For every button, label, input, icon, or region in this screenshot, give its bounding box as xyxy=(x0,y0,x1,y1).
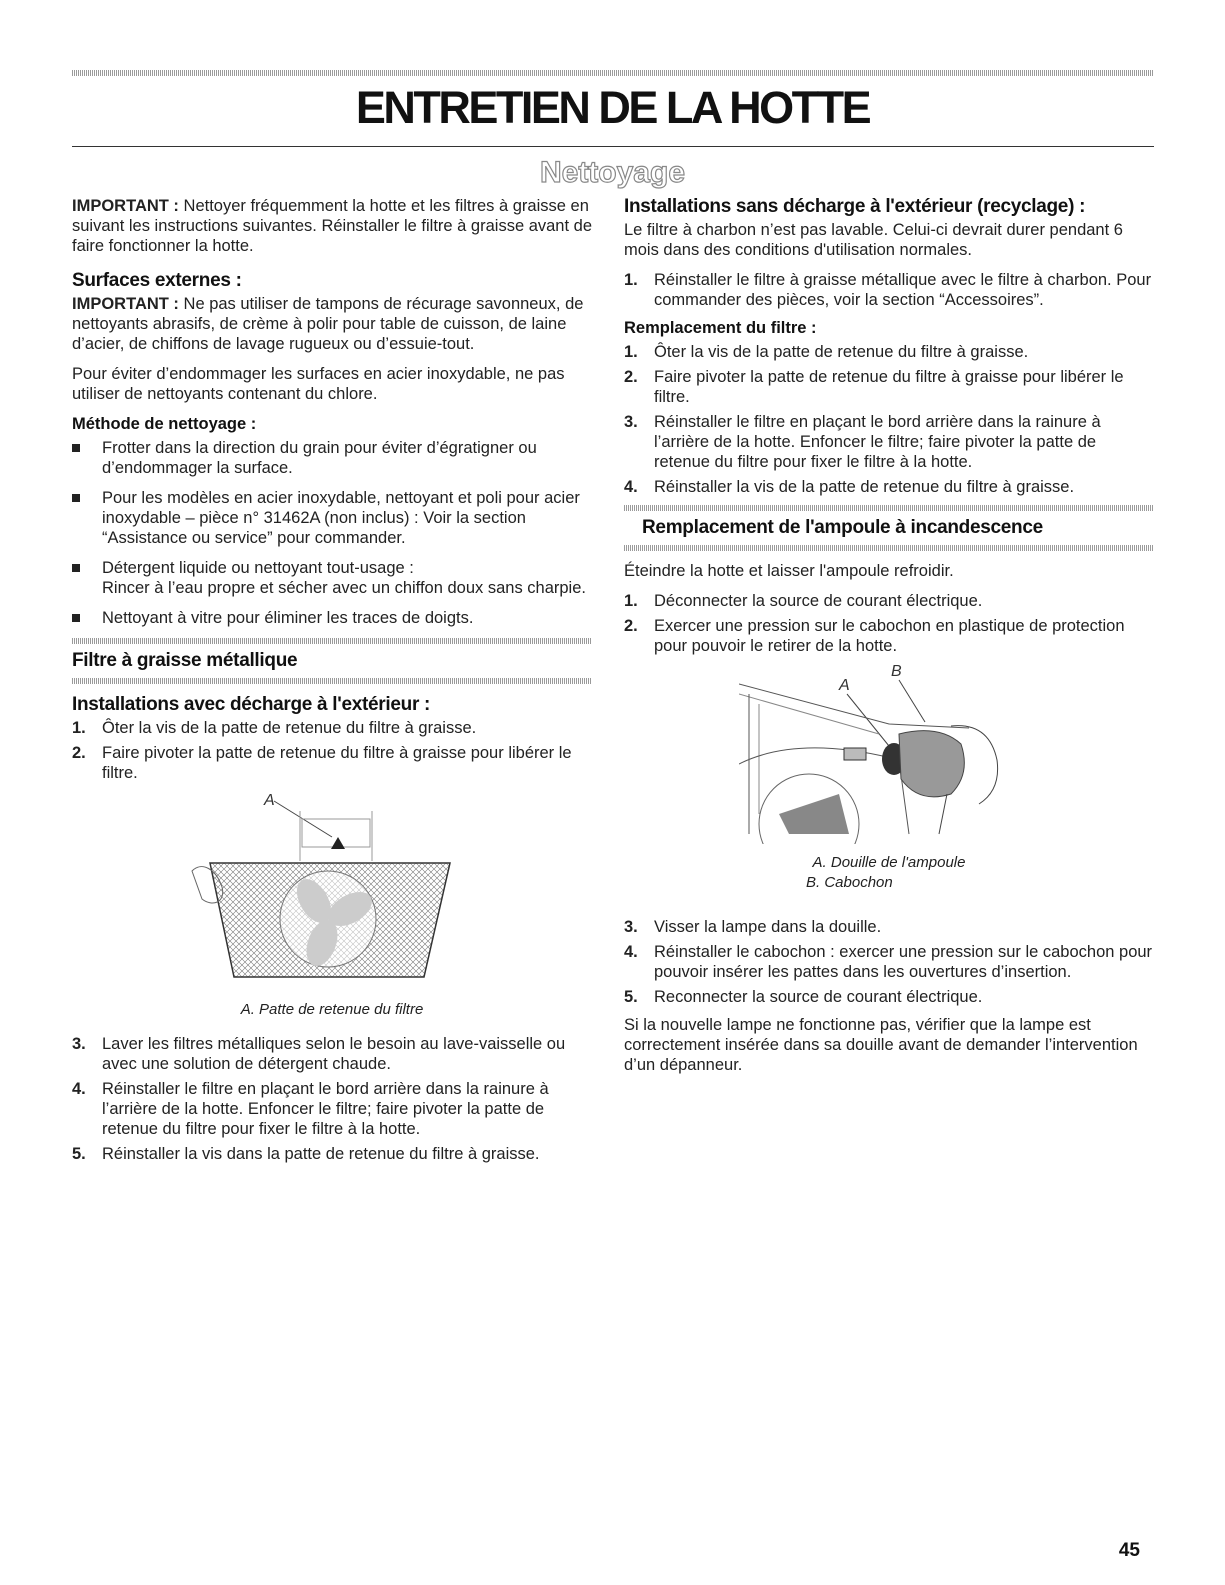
bulb-section-title: Remplacement de l'ampoule à incandescence xyxy=(642,517,1043,538)
caption-a: A. Douille de l'ampoule xyxy=(812,854,966,871)
list-item xyxy=(624,942,1154,982)
step-text: Exercer une pression sur le cabochon en plastique de protection pour pouvoir le retirer de la hotte. xyxy=(654,617,1125,655)
step-text: Réinstaller le filtre en plaçant le bord arrière dans la rainure à l’arrière de la hotte. Enfoncer le filtre; faire pivoter la patte de retenue du filtre pour fixer le filtre à la hotte. xyxy=(102,1080,549,1138)
list-item xyxy=(624,477,1154,497)
step-number: 3. xyxy=(72,1035,86,1053)
list-item xyxy=(624,367,1154,407)
surfaces-important-label: IMPORTANT : xyxy=(72,295,179,313)
step-text: Réinstaller le filtre à graisse métallique avec le filtre à charbon. Pour commander des pièces, voir la section “Accessoires”. xyxy=(654,271,1152,309)
list-item xyxy=(72,1034,592,1074)
list-item xyxy=(72,1144,592,1164)
step-number: 3. xyxy=(624,413,638,431)
list-item xyxy=(72,718,592,738)
step-number: 4. xyxy=(624,478,638,496)
vented-steps-b xyxy=(72,1034,592,1164)
step-text: Ôter la vis de la patte de retenue du filtre à graisse. xyxy=(102,719,477,737)
recycle-steps xyxy=(624,270,1154,310)
step-text: Reconnecter la source de courant électrique. xyxy=(654,988,983,1006)
intro-important-label: IMPORTANT : xyxy=(72,197,179,215)
step-text: Laver les filtres métalliques selon le besoin au lave-vaisselle ou avec une solution de détergent chaude. xyxy=(102,1035,566,1073)
filter-section-title: Filtre à graisse métallique xyxy=(72,650,298,671)
chlorine-paragraph: Pour éviter d’endommager les surfaces en acier inoxydable, ne pas utiliser de nettoyants contenant du chlore. xyxy=(72,365,565,403)
step-number: 2. xyxy=(624,368,638,386)
title-underline xyxy=(72,146,1154,147)
surfaces-heading: Surfaces externes : xyxy=(72,270,242,291)
step-text: Visser la lampe dans la douille. xyxy=(654,918,882,936)
step-number: 4. xyxy=(72,1080,86,1098)
step-text: Faire pivoter la patte de retenue du filtre à graisse pour libérer le filtre. xyxy=(102,744,572,782)
list-item xyxy=(624,616,1154,656)
surfaces-important-text: Ne pas utiliser de tampons de récurage savonneux, de nettoyants abrasifs, de crème à polir pour table de cuisson, de laine d’acier, de chiffons de lavage rugueux ou d’essuie-tout. xyxy=(72,295,584,353)
recycle-heading: Installations sans décharge à l'extérieur (recyclage) : xyxy=(624,196,1086,217)
left-column xyxy=(72,196,592,1172)
page-title: ENTRETIEN DE LA HOTTE xyxy=(355,82,870,133)
method-heading: Méthode de nettoyage : xyxy=(72,415,257,433)
list-item: Détergent liquide ou nettoyant tout-usage : Rincer à l’eau propre et sécher avec un chiffon doux sans charpie. xyxy=(72,558,592,598)
method-list xyxy=(72,438,592,628)
figure-label-a: A xyxy=(839,677,850,694)
right-column xyxy=(624,196,1154,1085)
step-text: Réinstaller la vis dans la patte de retenue du filtre à graisse. xyxy=(102,1145,540,1163)
step-number: 1. xyxy=(72,719,86,737)
step-number: 5. xyxy=(72,1145,86,1163)
step-number: 1. xyxy=(624,592,638,610)
list-item xyxy=(72,1079,592,1139)
step-number: 5. xyxy=(624,988,638,1006)
step-text: Réinstaller le filtre en plaçant le bord arrière dans la rainure à l’arrière de la hotte. Enfoncer le filtre; faire pivoter la patte de retenue du filtre pour fixer le filtre à la hotte. xyxy=(654,413,1101,471)
bulb-closing: Si la nouvelle lampe ne fonctionne pas, vérifier que la lampe est correctement insérée dans sa douille avant de demander l’intervention d’un dépanneur. xyxy=(624,1016,1138,1074)
bulb-figure xyxy=(624,664,1154,849)
bulb-illustration xyxy=(739,664,1039,844)
bulb-caption xyxy=(624,853,1154,893)
bulb-steps-b xyxy=(624,917,1154,1007)
intro-paragraph xyxy=(72,196,592,256)
hatch-rule xyxy=(624,505,1154,511)
list-item xyxy=(624,342,1154,362)
replace-filter-heading: Remplacement du filtre : xyxy=(624,319,817,337)
page-number: 45 xyxy=(1118,1540,1140,1561)
bulb-intro: Éteindre la hotte et laisser l'ampoule refroidir. xyxy=(624,562,954,580)
list-item xyxy=(624,987,1154,1007)
figure-label-a: A xyxy=(264,792,275,809)
list-item xyxy=(624,917,1154,937)
list-item: Pour les modèles en acier inoxydable, nettoyant et poli pour acier inoxydable – pièce n° 31462A (non inclus) : Voir la section “Assistance ou service” pour commander. xyxy=(72,488,592,548)
hatch-rule xyxy=(72,638,592,644)
vented-steps-a xyxy=(72,718,592,783)
replace-filter-steps xyxy=(624,342,1154,497)
list-item xyxy=(624,270,1154,310)
intro-text: Nettoyer fréquemment la hotte et les filtres à graisse en suivant les instructions suivantes. Réinstaller le filtre à graisse avant de faire fonctionner la hotte. xyxy=(72,197,592,255)
step-text: Faire pivoter la patte de retenue du filtre à graisse pour libérer le filtre. xyxy=(654,368,1124,406)
hatch-rule xyxy=(72,678,592,684)
step-text: Réinstaller le cabochon : exercer une pression sur le cabochon pour pouvoir insérer les pattes dans les ouvertures d’insertion. xyxy=(654,943,1153,981)
step-number: 1. xyxy=(624,343,638,361)
filter-illustration xyxy=(182,791,482,991)
recycle-intro: Le filtre à charbon n’est pas lavable. Celui-ci devrait durer pendant 6 mois dans des conditions d'utilisation normales. xyxy=(624,221,1123,259)
step-text: Ôter la vis de la patte de retenue du filtre à graisse. xyxy=(654,343,1029,361)
step-text: Déconnecter la source de courant électrique. xyxy=(654,592,983,610)
step-number: 2. xyxy=(72,744,86,762)
list-item xyxy=(624,412,1154,472)
hatch-rule xyxy=(624,545,1154,551)
section-title: Nettoyage xyxy=(539,156,686,189)
step-number: 4. xyxy=(624,943,638,961)
filter-figure xyxy=(72,791,592,996)
top-hatch-rule xyxy=(72,70,1154,76)
list-item: Frotter dans la direction du grain pour éviter d’égratigner ou d’endommager la surface. xyxy=(72,438,592,478)
step-text: Réinstaller la vis de la patte de retenue du filtre à graisse. xyxy=(654,478,1075,496)
vented-heading: Installations avec décharge à l'extérieur : xyxy=(72,694,431,715)
bulb-steps-a xyxy=(624,591,1154,656)
filter-figure-caption: A. Patte de retenue du filtre xyxy=(240,1001,424,1018)
surfaces-important xyxy=(72,294,592,354)
step-number: 3. xyxy=(624,918,638,936)
list-item xyxy=(624,591,1154,611)
step-number: 1. xyxy=(624,271,638,289)
list-item: Nettoyant à vitre pour éliminer les traces de doigts. xyxy=(72,608,592,628)
list-item xyxy=(72,743,592,783)
bulb-section-box xyxy=(624,505,1154,551)
caption-b: B. Cabochon xyxy=(806,874,893,891)
step-number: 2. xyxy=(624,617,638,635)
figure-label-b: B xyxy=(891,664,902,680)
filter-section-box xyxy=(72,638,592,684)
